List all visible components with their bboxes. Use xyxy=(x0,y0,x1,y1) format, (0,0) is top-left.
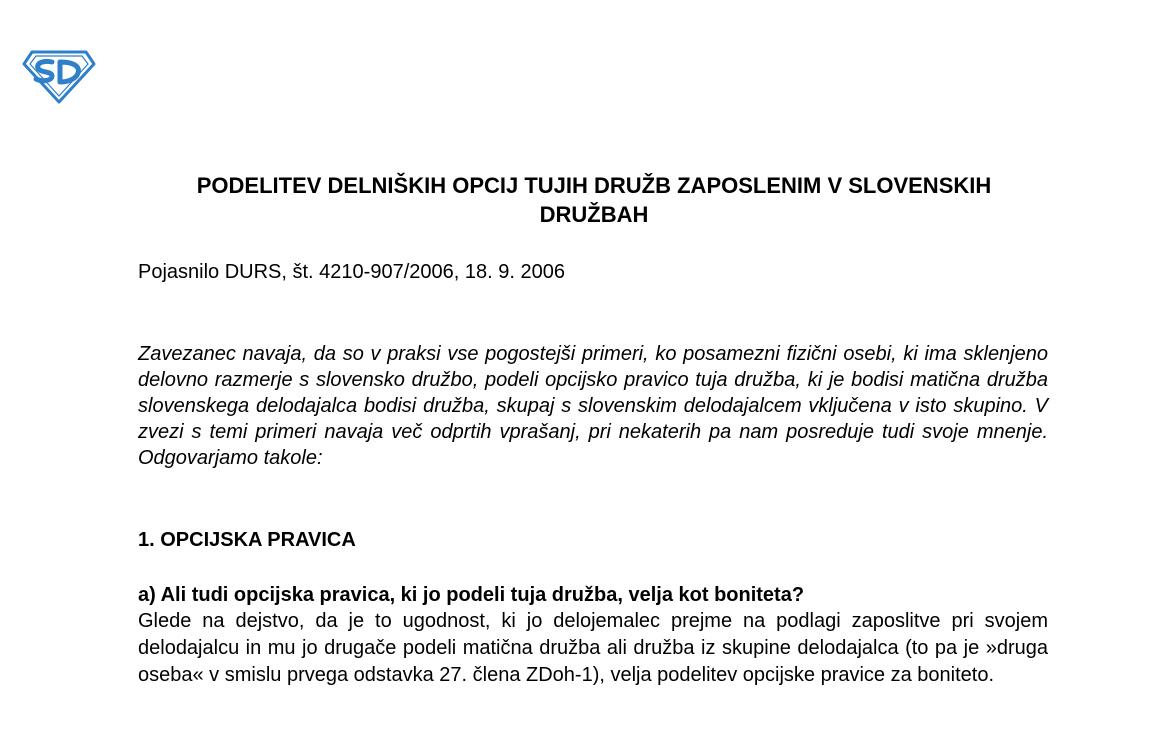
intro-paragraph: Zavezanec navaja, da so v praksi vse pogostejši primeri, ko posamezni fizični osebi, ki ima sklenjeno delovno razmerje s slovensko družbo, podeli opcijsko pravico tuja družba, ki je bodisi matična družba slovenskega delodajalca bodisi družba, skupaj s slovenskim delodajalcem vključena v isto skupino. V zvezi s temi primeri navaja več odprtih vprašanj, pri nekaterih pa nam posreduje tudi svoje mnenje. Odgovarjamo takole: xyxy=(138,343,1048,469)
document-reference: Pojasnilo DURS, št. 4210-907/2006, 18. 9. 2006 xyxy=(138,261,565,283)
answer-paragraph: Glede na dejstvo, da je to ugodnost, ki jo delojemalec prejme na podlagi zaposlitve pri svojem delodajalcu in mu jo drugače podeli matična družba ali družba iz skupine delodajalca (to pa je »druga oseba« v smislu prvega odstavka 27. člena ZDoh-1), velja podelitev opcijske pravice za boniteto. xyxy=(138,610,1048,686)
document-title: PODELITEV DELNIŠKIH OPCIJ TUJIH DRUŽB ZAPOSLENIM V SLOVENSKIH DRUŽBAH xyxy=(196,173,992,227)
sd-shield-logo-icon xyxy=(22,48,96,104)
question-heading: a) Ali tudi opcijska pravica, ki jo podeli tuja družba, velja kot boniteta? xyxy=(138,584,805,606)
section-heading: 1. OPCIJSKA PRAVICA xyxy=(138,529,356,551)
